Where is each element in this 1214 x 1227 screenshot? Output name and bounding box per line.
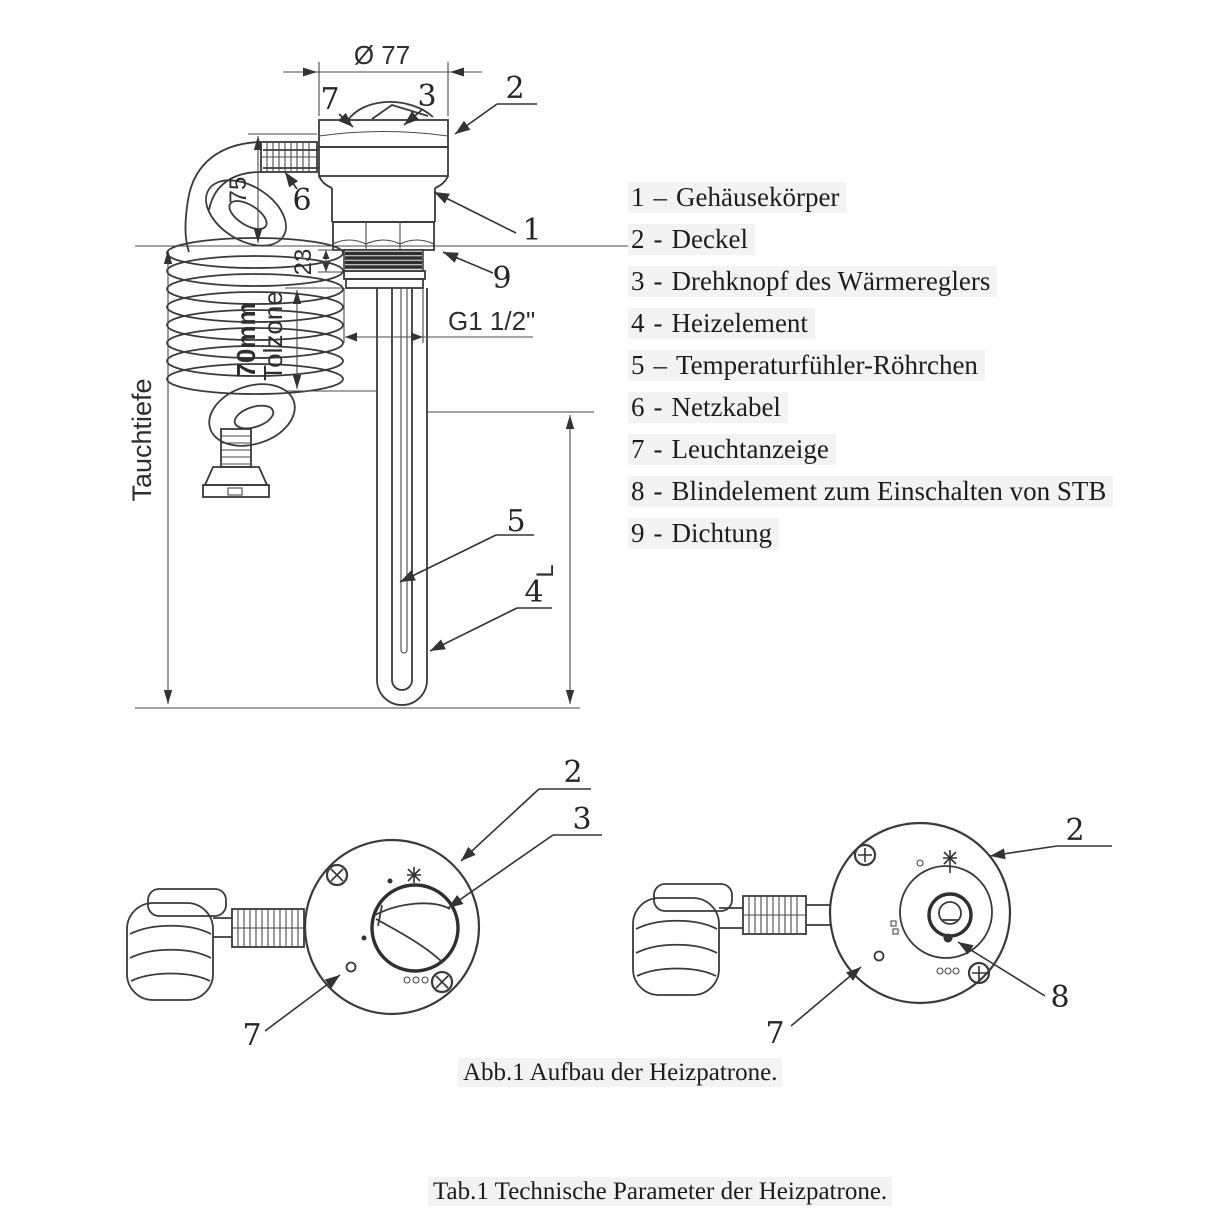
legend-item-9 bbox=[628, 512, 1113, 554]
bottom-view-blind bbox=[633, 813, 1112, 1051]
sensor-tube bbox=[401, 288, 407, 653]
legend-item-6 bbox=[628, 386, 1113, 428]
legend-sep: - bbox=[653, 517, 663, 548]
legend-num: 1 bbox=[631, 181, 645, 212]
strain-relief-right-view bbox=[743, 896, 830, 934]
callout-right-2: 2 bbox=[1065, 813, 1085, 848]
callout-main-2: 2 bbox=[505, 71, 525, 106]
thread-section bbox=[344, 250, 423, 271]
dim-tolzone-label: Tolzone bbox=[258, 291, 288, 381]
legend-label: Temperaturfühler-Röhrchen bbox=[676, 349, 978, 380]
dim-tauchtiefe-label: Tauchtiefe bbox=[127, 378, 157, 502]
callout-left-3: 3 bbox=[572, 802, 592, 837]
legend-label: Drehknopf des Wärmereglers bbox=[671, 265, 991, 296]
figure-caption-text: Abb.1 Aufbau der Heizpatrone. bbox=[458, 1058, 782, 1087]
dim-thread-size-label: G1 1/2" bbox=[448, 306, 536, 336]
legend-label: Blindelement zum Einschalten von STB bbox=[671, 475, 1107, 506]
legend-sep: - bbox=[653, 265, 663, 296]
legend-item-2 bbox=[628, 218, 1113, 260]
table-caption bbox=[428, 1178, 892, 1206]
legend-num: 6 bbox=[631, 391, 645, 422]
legend-item-1 bbox=[628, 176, 1113, 218]
callout-main-6: 6 bbox=[292, 183, 312, 218]
screw-icon bbox=[969, 963, 989, 983]
dim-length-label: L bbox=[532, 564, 559, 578]
legend-sep: - bbox=[653, 475, 663, 506]
plug-right-view bbox=[633, 884, 743, 995]
seal-flange bbox=[344, 271, 425, 288]
legend-label: Dichtung bbox=[671, 517, 772, 548]
knob-recess bbox=[900, 866, 992, 958]
legend-sep: - bbox=[653, 307, 663, 338]
legend-num: 9 bbox=[631, 517, 645, 548]
legend-item-8 bbox=[628, 470, 1113, 512]
callout-main-9: 9 bbox=[492, 261, 512, 296]
legend-label: Gehäusekörper bbox=[676, 181, 840, 212]
parts-legend bbox=[628, 176, 1113, 554]
blind-element-pin bbox=[944, 934, 953, 943]
callout-main-4: 4 bbox=[524, 575, 544, 610]
legend-num: 2 bbox=[631, 223, 645, 254]
dim-diameter-label: Ø 77 bbox=[353, 40, 411, 70]
callout-main-1: 1 bbox=[522, 213, 542, 248]
legend-sep: – bbox=[653, 181, 667, 212]
main-cross-section bbox=[127, 40, 638, 708]
reference-lines bbox=[135, 246, 638, 708]
legend-label: Netzkabel bbox=[671, 391, 781, 422]
plug-left-view bbox=[127, 889, 232, 1000]
cable-loop-bottom bbox=[201, 374, 303, 456]
legend-num: 5 bbox=[631, 349, 645, 380]
callout-main-3: 3 bbox=[417, 79, 437, 114]
strain-relief-left-view bbox=[232, 909, 304, 947]
legend-sep: - bbox=[653, 433, 663, 464]
dim-23-label: 23 bbox=[290, 248, 317, 276]
callout-main-5: 5 bbox=[506, 504, 526, 539]
legend-item-3 bbox=[628, 260, 1113, 302]
callout-main-7: 7 bbox=[320, 82, 340, 117]
dim-75-label: 75 bbox=[225, 176, 252, 204]
screw-icon bbox=[855, 845, 875, 865]
legend-num: 4 bbox=[631, 307, 645, 338]
screw-icon bbox=[327, 865, 347, 885]
legend-sep: – bbox=[653, 349, 667, 380]
legend-item-5 bbox=[628, 344, 1113, 386]
heating-tube bbox=[377, 288, 427, 705]
callout-left-7: 7 bbox=[242, 1018, 262, 1053]
table-caption-text: Tab.1 Technische Parameter der Heizpatrone. bbox=[428, 1177, 892, 1206]
cartridge-head bbox=[319, 102, 448, 288]
power-plug bbox=[203, 429, 269, 497]
bottom-view-thermostat bbox=[127, 755, 602, 1053]
indicator-led bbox=[347, 963, 356, 972]
legend-num: 8 bbox=[631, 475, 645, 506]
legend-sep: - bbox=[653, 223, 663, 254]
legend-sep: - bbox=[653, 391, 663, 422]
main-callouts bbox=[285, 71, 552, 651]
callout-left-2: 2 bbox=[563, 755, 583, 790]
callout-right-8: 8 bbox=[1050, 980, 1070, 1015]
callout-right-7: 7 bbox=[765, 1016, 785, 1051]
thermostat-knob bbox=[372, 885, 458, 971]
blind-element bbox=[929, 894, 971, 943]
dial-markings bbox=[891, 850, 959, 974]
legend-label: Leuchtanzeige bbox=[671, 433, 829, 464]
legend-num: 3 bbox=[631, 265, 645, 296]
figure-caption bbox=[458, 1059, 782, 1087]
legend-num: 7 bbox=[631, 433, 645, 464]
legend-item-4 bbox=[628, 302, 1113, 344]
legend-label: Deckel bbox=[671, 223, 748, 254]
indicator-led bbox=[875, 952, 884, 961]
dim-70mm-label: 70mm bbox=[231, 302, 261, 378]
screw-icon bbox=[432, 972, 452, 992]
legend-item-7 bbox=[628, 428, 1113, 470]
legend-label: Heizelement bbox=[671, 307, 808, 338]
